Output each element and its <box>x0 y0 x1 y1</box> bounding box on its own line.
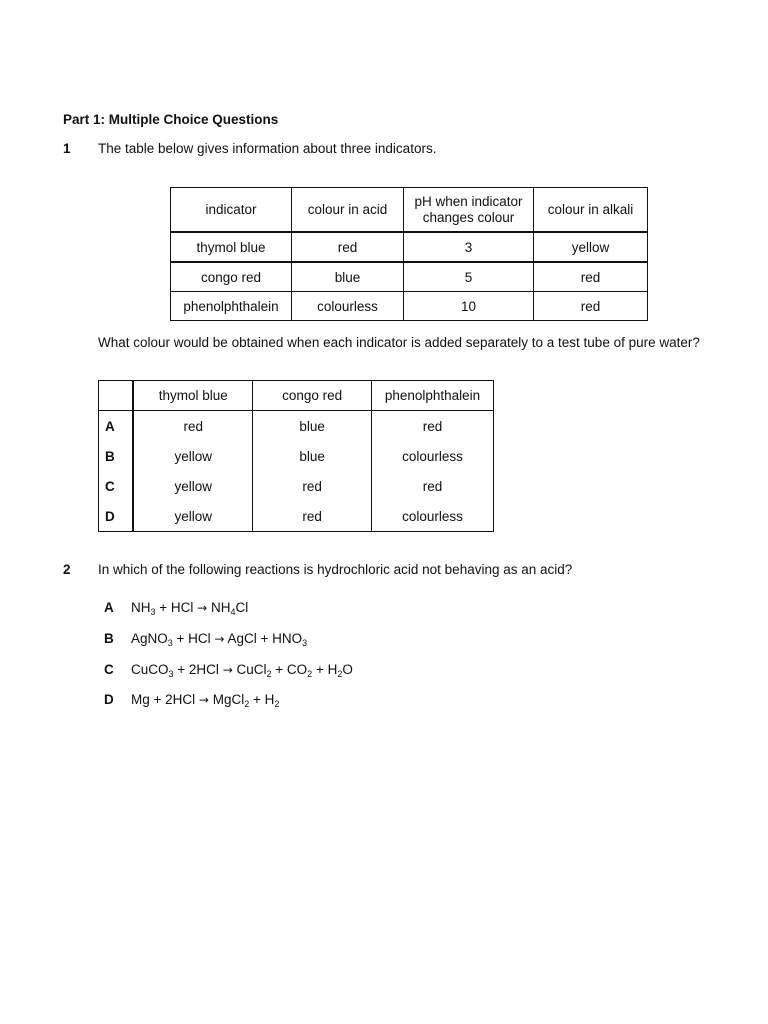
equation-text: + CO <box>271 662 308 677</box>
table-cell: red <box>253 501 372 532</box>
question-2-text: In which of the following reactions is hydrochloric acid not behaving as an acid? <box>98 562 573 577</box>
header-cell <box>99 381 134 411</box>
header-cell: thymol blue <box>133 381 252 411</box>
table-cell: yellow <box>133 441 252 471</box>
header-cell <box>404 188 534 233</box>
option-a[interactable] <box>104 600 248 617</box>
chemical-equation <box>131 692 279 707</box>
question-1-prompt: What colour would be obtained when each indicator is added separately to a test tube of pure water? <box>98 335 700 350</box>
equation-text: + HCl <box>155 600 198 615</box>
subscript: 2 <box>244 699 250 709</box>
header-cell: congo red <box>253 381 372 411</box>
option-b[interactable] <box>104 631 307 648</box>
subscript: 2 <box>337 669 343 679</box>
header-cell: indicator <box>171 188 292 233</box>
table-cell: 3 <box>404 232 534 262</box>
indicator-table <box>170 187 648 321</box>
table-header-row <box>99 381 494 411</box>
equation-text: Mg + 2HCl <box>131 692 199 707</box>
table-cell: blue <box>253 411 372 442</box>
option-letter: B <box>104 631 114 646</box>
option-row-c[interactable] <box>99 471 494 501</box>
header-cell: colour in alkali <box>534 188 648 233</box>
table-row <box>171 262 648 292</box>
table-cell: phenolphthalein <box>171 292 292 321</box>
option-row-a[interactable] <box>99 411 494 442</box>
subscript: 2 <box>266 669 272 679</box>
chemical-equation <box>131 662 353 677</box>
table-cell: yellow <box>133 501 252 532</box>
option-letter: A <box>99 411 134 442</box>
reaction-arrow-icon: → <box>214 632 225 646</box>
table-cell: colourless <box>292 292 404 321</box>
equation-text: AgCl + HNO <box>224 631 303 646</box>
header-cell: phenolphthalein <box>372 381 494 411</box>
option-c[interactable] <box>104 662 353 679</box>
equation-text: O <box>342 662 353 677</box>
option-letter: C <box>99 471 134 501</box>
equation-text: MgCl <box>208 692 245 707</box>
equation-text: + HCl <box>172 631 215 646</box>
equation-text: Cl <box>235 600 249 615</box>
table-cell: congo red <box>171 262 292 292</box>
table-cell: red <box>534 262 648 292</box>
equation-text: NH <box>207 600 231 615</box>
table-header-row <box>171 188 648 233</box>
table-cell: colourless <box>372 441 494 471</box>
option-letter: C <box>104 662 114 677</box>
header-line: pH when indicator <box>414 193 523 209</box>
question-1-text: The table below gives information about three indicators. <box>98 141 437 156</box>
reaction-arrow-icon: → <box>198 693 209 707</box>
option-row-b[interactable] <box>99 441 494 471</box>
table-cell: red <box>372 471 494 501</box>
subscript: 2 <box>274 699 280 709</box>
table-cell: 5 <box>404 262 534 292</box>
chemical-equation <box>131 600 248 615</box>
option-letter: D <box>104 692 114 707</box>
reaction-arrow-icon: → <box>222 663 233 677</box>
equation-text: + 2HCl <box>173 662 223 677</box>
question-number-2: 2 <box>63 562 71 577</box>
subscript: 3 <box>150 607 156 617</box>
table-cell: red <box>534 292 648 321</box>
option-d[interactable] <box>104 692 279 709</box>
option-row-d[interactable] <box>99 501 494 532</box>
reaction-arrow-icon: → <box>197 601 208 615</box>
header-cell: colour in acid <box>292 188 404 233</box>
table-cell: blue <box>253 441 372 471</box>
table-cell: red <box>253 471 372 501</box>
table-cell: yellow <box>133 471 252 501</box>
table-cell: red <box>133 411 252 442</box>
option-letter: B <box>99 441 134 471</box>
equation-text: + H <box>249 692 275 707</box>
part-title: Part 1: Multiple Choice Questions <box>63 112 279 127</box>
table-cell: yellow <box>534 232 648 262</box>
subscript: 3 <box>302 638 308 648</box>
table-row <box>171 292 648 321</box>
question-number-1: 1 <box>63 141 71 156</box>
equation-text: CuCl <box>232 662 267 677</box>
answer-options-table <box>98 380 494 532</box>
subscript: 2 <box>307 669 313 679</box>
table-cell: red <box>292 232 404 262</box>
chemical-equation <box>131 631 307 646</box>
equation-text: CuCO <box>131 662 169 677</box>
table-cell: 10 <box>404 292 534 321</box>
subscript: 3 <box>168 669 174 679</box>
table-cell: thymol blue <box>171 232 292 262</box>
equation-text: NH <box>131 600 151 615</box>
table-row <box>171 232 648 262</box>
table-cell: colourless <box>372 501 494 532</box>
option-letter: A <box>104 600 114 615</box>
table-cell: blue <box>292 262 404 292</box>
table-cell: red <box>372 411 494 442</box>
equation-text: AgNO <box>131 631 168 646</box>
equation-text: + H <box>312 662 338 677</box>
subscript: 4 <box>230 607 236 617</box>
option-letter: D <box>99 501 134 532</box>
subscript: 3 <box>167 638 173 648</box>
header-line: changes colour <box>422 209 515 225</box>
